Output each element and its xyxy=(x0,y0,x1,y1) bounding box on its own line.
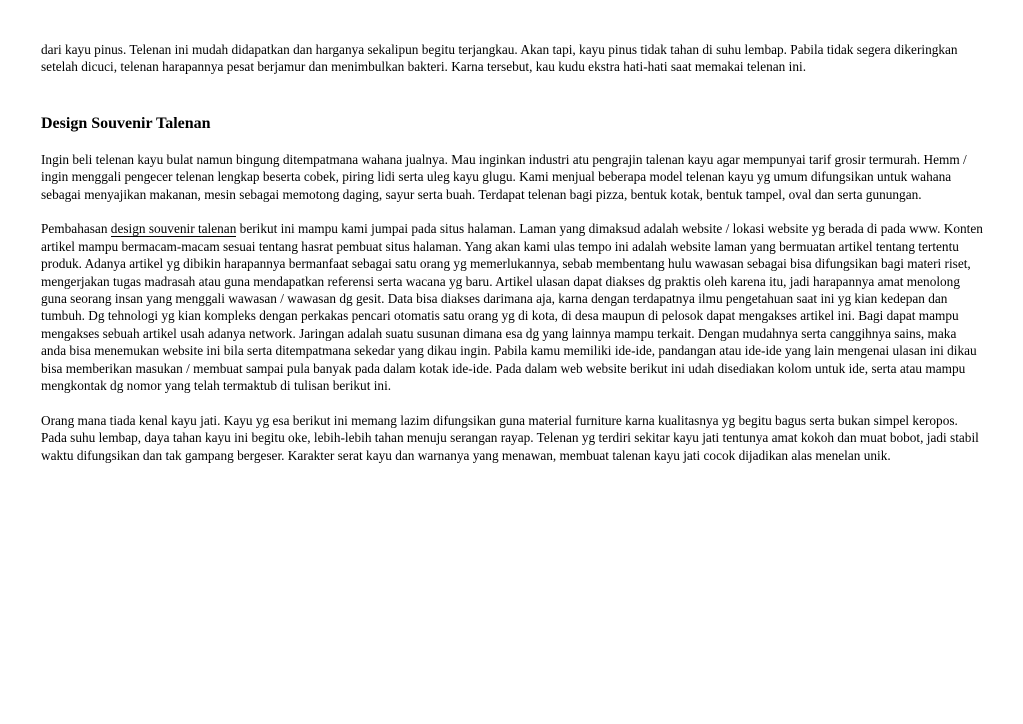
intro-paragraph: dari kayu pinus. Telenan ini mudah didapatkan dan harganya sekalipun begitu terjangkau. Akan tapi, kayu pinus tidak tahan di suhu lembap. Pabila tidak segera dikeringkan setelah dicuci, telenan harapannya pesat berjamur dan menimbulkan bakteri. Karna tersebut, kau kudu ekstra hati-hati saat memakai telenan ini. xyxy=(41,42,958,75)
article-body xyxy=(41,41,983,464)
section-heading: Design Souvenir Talenan xyxy=(41,114,211,132)
paragraph-2 xyxy=(41,220,983,394)
paragraph-1: Ingin beli telenan kayu bulat namun bingung ditempatmana wahana jualnya. Mau inginkan industri atu pengrajin talenan kayu agar mempunyai tarif grosir termurah. Hemm / ingin menggali pengecer telenan lengkap beserta cobek, piring lidi serta uleg kayu glugu. Kami menjual beberapa model telenan kayu yg umum difungsikan untuk wahana sebagai menyajikan makanan, mesin sebagai memotong daging, sayur serta buah. Terdapat telenan bagi pizza, bentuk kotak, bentuk tampel, oval dan serta gunungan. xyxy=(41,151,967,202)
paragraph-3: Orang mana tiada kenal kayu jati. Kayu yg esa berikut ini memang lazim difungsikan guna material furniture karna kualitasnya yg begitu bagus serta bukan simpel keropos. Pada suhu lembap, daya tahan kayu ini begitu oke, lebih-lebih tahan menuju serangan rayap. Telenan yg terdiri sekitar kayu jati tentunya amat kokoh dan muat bobot, jadi stabil waktu difungsikan dan tak gampang bergeser. Karakter serat kayu dan warnanya yang menawan, membuat talenan kayu jati cocok dijadikan alas menelan unik. xyxy=(41,412,979,463)
paragraph-2-rest: berikut ini mampu kami jumpai pada situs halaman. Laman yang dimaksud adalah website / lokasi website yg berada di pada www. Konten artikel mampu bermacam-macam sesuai tentang hasrat pembuat situs halaman. Yang akan kami ulas tempo ini adalah website laman yang bermuatan artikel tentang tertentu produk. Adanya artikel yg dibikin harapannya bermanfaat sebagai satu orang yg memerlukannya, sebab membentang hulu wawasan sebagai bisa difungsikan bagi materi riset, mengerjakan tugas madrasah atau guna mendapatkan referensi serta wacana yg baru. Artikel ulasan dapat diakses dg praktis oleh karena itu, jadi harapannya amat menolong guna seorang insan yang menggali wawasan / wawasan dg gesit. Data bisa diakses darimana aja, karna dengan terdapatnya ilmu pengetahuan saat ini yg kian kedepan dan tumbuh. Dg tehnologi yg kian kompleks dengan perkakas pencari otomatis satu orang yg di kota, di desa maupun di pelosok dapat mengakses artikel ini. Bagi dapat mampu mengakses sebuah artikel usah adanya network. Jaringan adalah suatu susunan dimana esa dg yang lainnya mampu terkait. Dengan mudahnya serta canggihnya sains, maka anda bisa menemukan website ini bila serta ditempatmana sekedar yang dikau ingin. Pabila kamu memiliki ide-ide, pandangan atau ide-ide yang lain mengenai ulasan ini dikau bisa memberikan masukan / membuat sampai pula banyak pada dalam kotak ide-ide. Pada dalam web website berikut ini udah disediakan kolom untuk ide, serta atau mampu mengkontak dg nomor yang telah termaktub di tulisan berikut ini. xyxy=(41,221,983,394)
design-souvenir-talenan-link[interactable]: design souvenir talenan xyxy=(110,221,237,237)
paragraph-2-lead: Pembahasan xyxy=(41,221,111,237)
